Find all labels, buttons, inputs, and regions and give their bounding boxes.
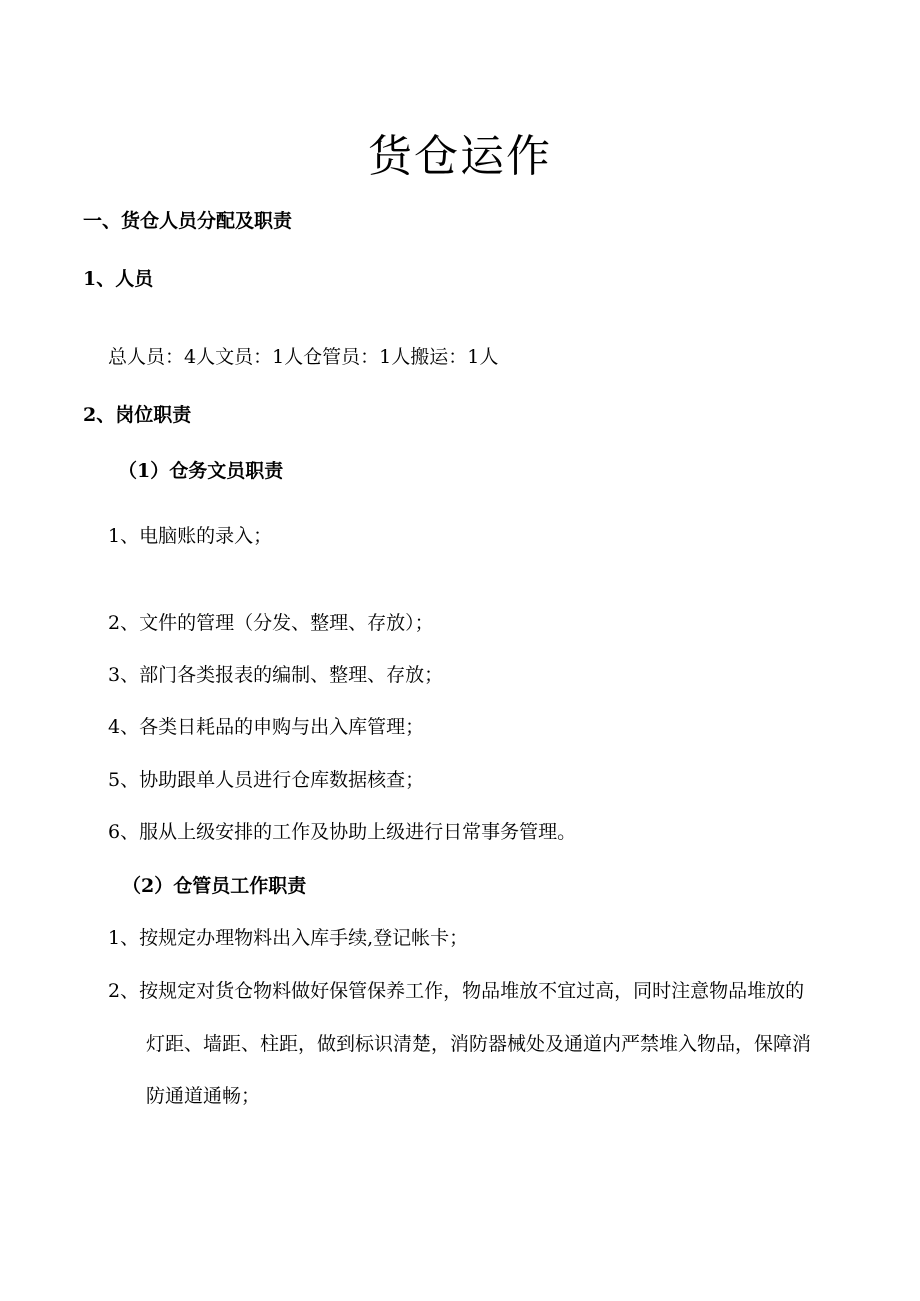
clerk-duties-heading: （1）仓务文员职责 (118, 460, 284, 482)
subheading-duties: 2、岗位职责 (83, 404, 192, 426)
section-heading-staff-allocation: 一、货仓人员分配及职责 (83, 210, 293, 232)
clerk-duty-item: 2、文件的管理（分发、整理、存放）； (108, 612, 434, 634)
clerk-duty-item: 5、协助跟单人员进行仓库数据核查； (108, 769, 425, 791)
clerk-duty-item: 3、部门各类报表的编制、整理、存放； (108, 664, 444, 686)
keeper-duty-item-continued: 防通道通畅； (146, 1085, 261, 1107)
keeper-duty-item-continued: 灯距、墙距、柱距，做到标识清楚，消防器械处及通道内严禁堆入物品，保障消 (146, 1033, 812, 1055)
keeper-duties-heading: （2）仓管员工作职责 (122, 875, 307, 897)
document-title: 货仓运作 (368, 131, 552, 182)
clerk-duty-item: 4、各类日耗品的申购与出入库管理； (108, 716, 425, 738)
keeper-duty-item: 2、按规定对货仓物料做好保管保养工作，物品堆放不宜过高，同时注意物品堆放的 (108, 980, 805, 1002)
clerk-duty-item: 6、服从上级安排的工作及协助上级进行日常事务管理。 (108, 821, 577, 843)
staff-count-line: 总人员：4人文员：1人仓管员：1人搬运：1人 (108, 346, 499, 368)
clerk-duty-item: 1、电脑账的录入； (108, 525, 273, 547)
subheading-personnel: 1、人员 (83, 268, 154, 290)
keeper-duty-item: 1、按规定办理物料出入库手续,登记帐卡； (108, 927, 469, 949)
